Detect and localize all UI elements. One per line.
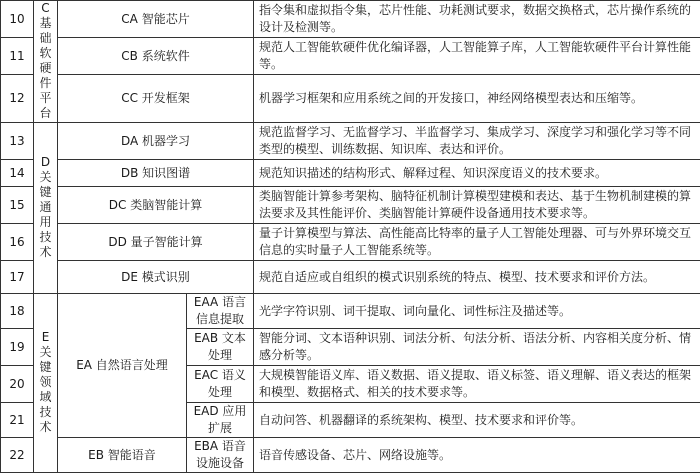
row-number: 21 (1, 403, 34, 438)
category-c-cell (34, 1, 58, 123)
subcategory-cell: EA 自然语言处理 (58, 294, 187, 438)
table-row (1, 123, 700, 160)
third-level-cell: EAD 应用扩展 (187, 403, 254, 438)
row-number: 15 (1, 187, 34, 224)
table-row (1, 75, 700, 123)
row-number: 18 (1, 294, 34, 329)
category-label: E关键领域技术 (39, 330, 53, 435)
description-cell: 规范自适应或自组织的模式识别系统的特点、模型、技术要求和评价方法。 (254, 261, 700, 294)
row-number: 22 (1, 438, 34, 473)
table-row (1, 261, 700, 294)
table-row (1, 294, 700, 329)
table-row (1, 438, 700, 473)
row-number: 19 (1, 329, 34, 366)
category-label: D关键通用技术 (39, 155, 53, 260)
description-cell: 大规模智能语义库、语义数据、语义提取、语义标签、语义理解、语义表达的框架和模型、数据格式、相关的技术要求等。 (254, 366, 700, 403)
table-row (1, 187, 700, 224)
table-row (1, 224, 700, 261)
subcategory-cell: CC 开发框架 (58, 75, 254, 123)
description-cell: 规范监督学习、无监督学习、半监督学习、集成学习、深度学习和强化学习等不同类型的模型、训练数据、知识库、表达和评价。 (254, 123, 700, 160)
subcategory-cell: CA 智能芯片 (58, 1, 254, 38)
subcategory-cell: DE 模式识别 (58, 261, 254, 294)
description-cell: 量子计算模型与算法、高性能高比特率的量子人工智能处理器、可与外界环境交互信息的实时量子人工智能系统等。 (254, 224, 700, 261)
category-label: C基础软硬件平台 (39, 1, 53, 121)
row-number: 20 (1, 366, 34, 403)
subcategory-cell: DA 机器学习 (58, 123, 254, 160)
description-cell: 自动问答、机器翻译的系统架构、模型、技术要求和评价等。 (254, 403, 700, 438)
subcategory-cell: DC 类脑智能计算 (58, 187, 254, 224)
subcategory-cell: EB 智能语音 (58, 438, 187, 473)
table-row (1, 160, 700, 187)
category-e-cell (34, 294, 58, 473)
third-level-cell: EAA 语言信息提取 (187, 294, 254, 329)
description-cell: 类脑智能计算参考架构、脑特征机制计算模型建模和表达、基于生物机制建模的算法要求及其性能评价、类脑智能计算硬件设备通用技术要求等。 (254, 187, 700, 224)
third-level-cell: EAC 语义处理 (187, 366, 254, 403)
subcategory-cell: DD 量子智能计算 (58, 224, 254, 261)
description-cell: 规范人工智能软硬件优化编译器，人工智能算子库，人工智能软硬件平台计算性能等。 (254, 38, 700, 75)
subcategory-cell: DB 知识图谱 (58, 160, 254, 187)
description-cell: 智能分词、文本语种识别、词法分析、句法分析、语法分析、内容相关度分析、情感分析等。 (254, 329, 700, 366)
subcategory-cell: CB 系统软件 (58, 38, 254, 75)
row-number: 11 (1, 38, 34, 75)
category-d-cell (34, 123, 58, 294)
description-cell: 光学字符识别、词干提取、词向量化、词性标注及描述等。 (254, 294, 700, 329)
table-row (1, 38, 700, 75)
description-cell: 规范知识描述的结构形式、解释过程、知识深度语义的技术要求。 (254, 160, 700, 187)
third-level-cell: EBA 语音设施设备 (187, 438, 254, 473)
row-number: 17 (1, 261, 34, 294)
row-number: 14 (1, 160, 34, 187)
description-cell: 语音传感设备、芯片、网络设施等。 (254, 438, 700, 473)
row-number: 10 (1, 1, 34, 38)
row-number: 16 (1, 224, 34, 261)
third-level-cell: EAB 文本处理 (187, 329, 254, 366)
row-number: 13 (1, 123, 34, 160)
description-cell: 机器学习框架和应用系统之间的开发接口，神经网络模型表达和压缩等。 (254, 75, 700, 123)
row-number: 12 (1, 75, 34, 123)
description-cell: 指令集和虚拟指令集，芯片性能、功耗测试要求，数据交换格式，芯片操作系统的设计及检测等。 (254, 1, 700, 38)
table-row (1, 1, 700, 38)
